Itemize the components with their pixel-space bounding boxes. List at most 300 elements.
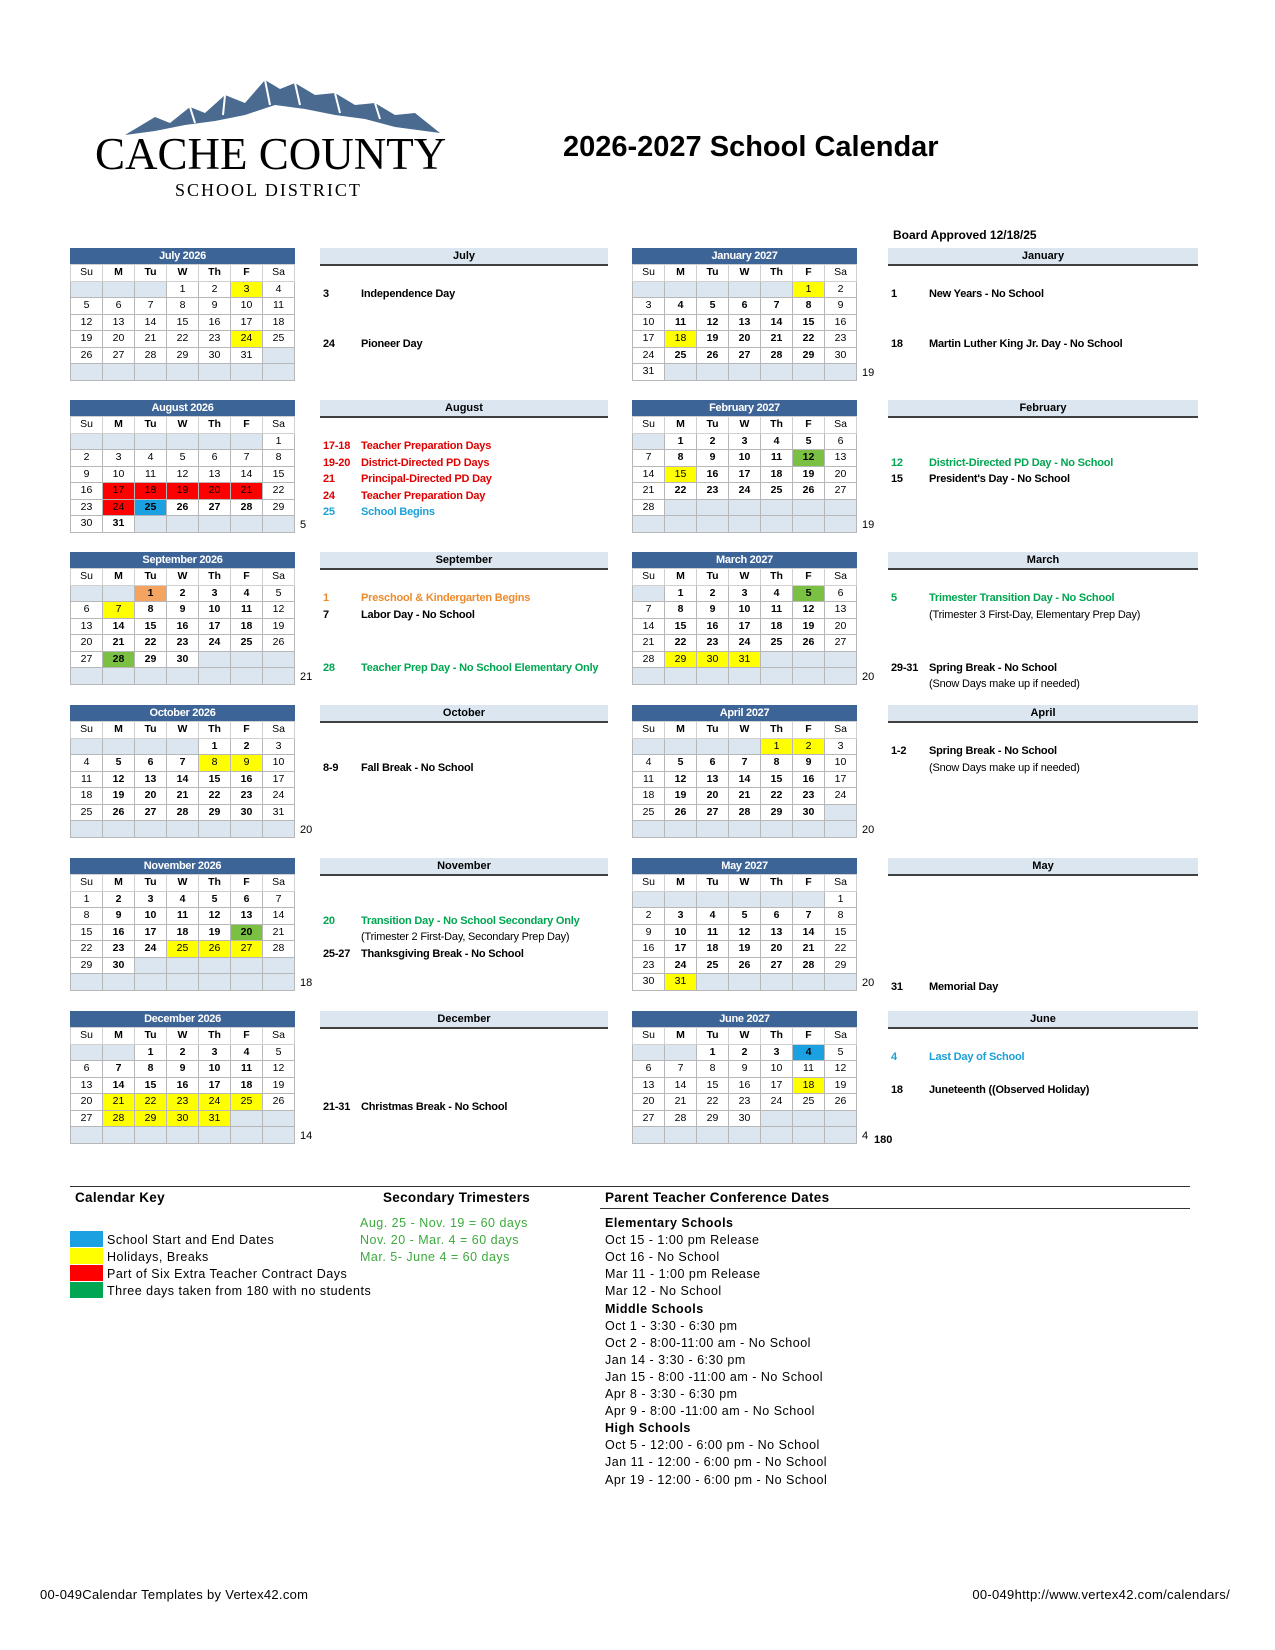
empty-cell — [633, 585, 665, 602]
day-cell: 7 — [729, 755, 761, 772]
dow-label: Tu — [697, 265, 729, 282]
key-item: Part of Six Extra Teacher Contract Days — [107, 1267, 348, 1281]
day-cell: 27 — [71, 651, 103, 668]
month-calendar — [632, 400, 857, 533]
day-cell: 4 — [231, 1044, 263, 1061]
dow-label: Th — [199, 722, 231, 739]
day-cell: 11 — [761, 450, 793, 467]
day-cell: 19 — [199, 924, 231, 941]
day-cell: 3 — [825, 738, 857, 755]
empty-cell — [231, 974, 263, 991]
day-cell: 1 — [199, 738, 231, 755]
empty-cell — [167, 364, 199, 381]
dow-label: Sa — [825, 1028, 857, 1045]
event-item: 28 Teacher Prep Day - No School Elementary Only — [323, 662, 599, 674]
events-header: November — [320, 858, 608, 876]
day-cell: 26 — [665, 804, 697, 821]
day-cell: 13 — [825, 450, 857, 467]
day-cell: 15 — [793, 314, 825, 331]
day-cell: 20 — [103, 331, 135, 348]
day-cell: 8 — [135, 602, 167, 619]
day-cell: 14 — [103, 1077, 135, 1094]
empty-cell — [167, 433, 199, 450]
day-cell: 15 — [263, 466, 295, 483]
dow-label: W — [167, 265, 199, 282]
trimester-item: Aug. 25 - Nov. 19 = 60 days — [360, 1216, 528, 1230]
day-cell: 16 — [793, 771, 825, 788]
day-cell: 7 — [135, 298, 167, 315]
dow-label: M — [103, 569, 135, 586]
day-cell: 29 — [263, 499, 295, 516]
dow-label: Sa — [825, 569, 857, 586]
event-item: 21-31 Christmas Break - No School — [323, 1101, 508, 1113]
empty-cell — [71, 738, 103, 755]
day-cell: 15 — [71, 924, 103, 941]
dow-label: Tu — [135, 875, 167, 892]
day-cell: 26 — [793, 635, 825, 652]
day-cell: 31 — [665, 974, 697, 991]
empty-cell — [135, 738, 167, 755]
trimester-item: Mar. 5- June 4 = 60 days — [360, 1250, 510, 1264]
day-cell: 18 — [231, 618, 263, 635]
day-cell: 13 — [135, 771, 167, 788]
empty-cell — [135, 364, 167, 381]
dow-label: Su — [71, 722, 103, 739]
day-cell: 22 — [825, 941, 857, 958]
events-header: October — [320, 705, 608, 723]
day-cell: 31 — [103, 516, 135, 533]
day-cell: 11 — [665, 314, 697, 331]
dow-label: F — [231, 875, 263, 892]
dow-label: Sa — [263, 1028, 295, 1045]
day-cell: 22 — [135, 1094, 167, 1111]
day-cell: 15 — [135, 618, 167, 635]
day-cell: 23 — [167, 635, 199, 652]
event-item: 1 New Years - No School — [891, 288, 1044, 300]
empty-cell — [167, 821, 199, 838]
day-cell: 2 — [825, 281, 857, 298]
day-cell: 18 — [761, 466, 793, 483]
day-cell: 13 — [231, 908, 263, 925]
empty-cell — [665, 821, 697, 838]
dow-label: W — [167, 569, 199, 586]
day-cell: 15 — [761, 771, 793, 788]
board-approved: Board Approved 12/18/25 — [893, 228, 1037, 242]
day-cell: 3 — [231, 281, 263, 298]
empty-cell — [231, 1110, 263, 1127]
day-cell: 25 — [231, 1094, 263, 1111]
day-cell: 23 — [199, 331, 231, 348]
day-cell: 24 — [761, 1094, 793, 1111]
dow-label: F — [793, 417, 825, 434]
day-cell: 8 — [761, 755, 793, 772]
day-cell: 30 — [167, 651, 199, 668]
footer-left: 00-049Calendar Templates by Vertex42.com — [40, 1587, 309, 1602]
day-cell: 12 — [103, 771, 135, 788]
month-header: December 2026 — [70, 1011, 295, 1027]
month-calendar — [632, 248, 857, 381]
day-cell: 24 — [825, 788, 857, 805]
day-cell: 12 — [729, 924, 761, 941]
event-item: 15 President's Day - No School — [891, 473, 1070, 485]
dow-label: Tu — [135, 1028, 167, 1045]
school-day-count: 19 — [862, 367, 875, 379]
event-item: 18 Martin Luther King Jr. Day - No School — [891, 338, 1123, 350]
empty-cell — [103, 1127, 135, 1144]
day-cell: 30 — [167, 1110, 199, 1127]
dow-label: Su — [71, 875, 103, 892]
day-cell: 20 — [135, 788, 167, 805]
day-cell: 6 — [199, 450, 231, 467]
day-cell: 30 — [697, 651, 729, 668]
day-cell: 11 — [71, 771, 103, 788]
day-cell: 7 — [761, 298, 793, 315]
day-cell: 3 — [199, 1044, 231, 1061]
day-cell: 4 — [263, 281, 295, 298]
day-cell: 24 — [199, 635, 231, 652]
month-header: March 2027 — [632, 552, 857, 568]
empty-cell — [167, 957, 199, 974]
empty-cell — [825, 668, 857, 685]
day-cell: 11 — [633, 771, 665, 788]
dow-label: Th — [199, 417, 231, 434]
day-cell: 7 — [167, 755, 199, 772]
day-cell: 29 — [135, 1110, 167, 1127]
day-cell: 28 — [263, 941, 295, 958]
day-cell: 9 — [729, 1061, 761, 1078]
day-cell: 20 — [825, 466, 857, 483]
month-header: May 2027 — [632, 858, 857, 874]
day-cell: 20 — [729, 331, 761, 348]
day-cell: 9 — [199, 298, 231, 315]
day-cell: 19 — [71, 331, 103, 348]
empty-cell — [665, 1127, 697, 1144]
dow-label: F — [231, 265, 263, 282]
school-day-count: 21 — [300, 671, 313, 683]
day-cell: 9 — [167, 602, 199, 619]
month-header: February 2027 — [632, 400, 857, 416]
empty-cell — [199, 516, 231, 533]
empty-cell — [665, 516, 697, 533]
event-item: 1-2 Spring Break - No School — [891, 745, 1057, 757]
day-cell: 12 — [71, 314, 103, 331]
day-cell: 12 — [199, 908, 231, 925]
month-header: July 2026 — [70, 248, 295, 264]
empty-cell — [793, 1127, 825, 1144]
day-cell: 26 — [199, 941, 231, 958]
day-cell: 9 — [167, 1061, 199, 1078]
day-cell: 25 — [697, 957, 729, 974]
day-cell: 23 — [697, 635, 729, 652]
day-cell: 22 — [71, 941, 103, 958]
events-header: June — [888, 1011, 1198, 1029]
event-item: 19-20 District-Directed PD Days — [323, 457, 490, 469]
empty-cell — [665, 1044, 697, 1061]
empty-cell — [697, 974, 729, 991]
day-cell: 20 — [697, 788, 729, 805]
day-cell: 3 — [199, 585, 231, 602]
empty-cell — [793, 1110, 825, 1127]
day-cell: 18 — [167, 924, 199, 941]
day-cell: 14 — [231, 466, 263, 483]
day-cell: 30 — [825, 347, 857, 364]
ptc-line: Apr 19 - 12:00 - 6:00 pm - No School — [605, 1472, 828, 1487]
day-cell: 9 — [697, 602, 729, 619]
school-day-count: 14 — [300, 1130, 313, 1142]
day-cell: 7 — [103, 602, 135, 619]
day-cell: 25 — [793, 1094, 825, 1111]
dow-label: Tu — [697, 1028, 729, 1045]
day-cell: 4 — [697, 908, 729, 925]
day-cell: 23 — [71, 499, 103, 516]
day-cell: 21 — [231, 483, 263, 500]
day-cell: 20 — [71, 1094, 103, 1111]
ptc-line: Mar 12 - No School — [605, 1284, 722, 1299]
day-cell: 14 — [135, 314, 167, 331]
day-cell: 19 — [793, 466, 825, 483]
day-cell: 29 — [199, 804, 231, 821]
day-cell: 25 — [761, 635, 793, 652]
dow-label: M — [103, 417, 135, 434]
day-cell: 9 — [825, 298, 857, 315]
day-cell: 8 — [71, 908, 103, 925]
empty-cell — [665, 499, 697, 516]
dow-label: F — [231, 722, 263, 739]
day-cell: 1 — [135, 585, 167, 602]
dow-label: F — [793, 265, 825, 282]
empty-cell — [729, 821, 761, 838]
day-cell: 17 — [665, 941, 697, 958]
day-cell: 3 — [263, 738, 295, 755]
day-cell: 3 — [761, 1044, 793, 1061]
day-cell: 27 — [231, 941, 263, 958]
day-cell: 22 — [199, 788, 231, 805]
empty-cell — [263, 516, 295, 533]
day-cell: 17 — [825, 771, 857, 788]
day-cell: 29 — [665, 651, 697, 668]
day-cell: 12 — [665, 771, 697, 788]
dow-label: Sa — [263, 569, 295, 586]
ptc-line: Oct 1 - 3:30 - 6:30 pm — [605, 1318, 738, 1333]
dow-label: M — [103, 265, 135, 282]
day-cell: 8 — [665, 602, 697, 619]
empty-cell — [71, 821, 103, 838]
day-cell: 5 — [263, 1044, 295, 1061]
empty-cell — [71, 281, 103, 298]
dow-label: Tu — [697, 722, 729, 739]
dow-label: Sa — [825, 875, 857, 892]
event-item: 8-9 Fall Break - No School — [323, 762, 474, 774]
dow-label: Sa — [825, 265, 857, 282]
empty-cell — [697, 281, 729, 298]
day-cell: 27 — [825, 483, 857, 500]
day-cell: 12 — [263, 1061, 295, 1078]
day-cell: 30 — [729, 1110, 761, 1127]
empty-cell — [71, 1044, 103, 1061]
day-cell: 28 — [167, 804, 199, 821]
month-calendar — [632, 858, 857, 991]
empty-cell — [825, 651, 857, 668]
month-calendar — [70, 1011, 295, 1144]
empty-cell — [761, 516, 793, 533]
day-cell: 26 — [793, 483, 825, 500]
day-cell: 22 — [761, 788, 793, 805]
empty-cell — [729, 891, 761, 908]
day-cell: 6 — [729, 298, 761, 315]
day-cell: 25 — [231, 635, 263, 652]
empty-cell — [199, 364, 231, 381]
key-item: Three days taken from 180 with no students — [107, 1284, 372, 1298]
day-cell: 6 — [71, 1061, 103, 1078]
day-cell: 26 — [729, 957, 761, 974]
dow-label: W — [729, 1028, 761, 1045]
day-cell: 30 — [103, 957, 135, 974]
day-cell: 2 — [793, 738, 825, 755]
dow-label: Sa — [825, 417, 857, 434]
day-cell: 13 — [761, 924, 793, 941]
day-cell: 24 — [135, 941, 167, 958]
day-cell: 27 — [729, 347, 761, 364]
empty-cell — [103, 433, 135, 450]
day-cell: 24 — [665, 957, 697, 974]
day-cell: 4 — [761, 585, 793, 602]
day-cell: 6 — [71, 602, 103, 619]
day-cell: 21 — [135, 331, 167, 348]
month-header: April 2027 — [632, 705, 857, 721]
dow-label: Tu — [135, 569, 167, 586]
key-item: Holidays, Breaks — [107, 1250, 209, 1264]
day-cell: 27 — [135, 804, 167, 821]
ptc-title: Parent Teacher Conference Dates — [605, 1190, 830, 1205]
day-cell: 10 — [231, 298, 263, 315]
month-calendar — [70, 552, 295, 685]
day-cell: 8 — [263, 450, 295, 467]
month-header: November 2026 — [70, 858, 295, 874]
event-item: 12 District-Directed PD Day - No School — [891, 457, 1114, 469]
empty-cell — [167, 738, 199, 755]
day-cell: 17 — [729, 466, 761, 483]
day-cell: 1 — [135, 1044, 167, 1061]
empty-cell — [167, 1127, 199, 1144]
empty-cell — [71, 974, 103, 991]
day-cell: 14 — [761, 314, 793, 331]
day-cell: 30 — [633, 974, 665, 991]
key-swatch-taken — [70, 1282, 103, 1298]
empty-cell — [231, 651, 263, 668]
event-item: 25 School Begins — [323, 506, 435, 518]
empty-cell — [825, 516, 857, 533]
day-cell: 3 — [729, 585, 761, 602]
day-cell: 6 — [825, 585, 857, 602]
day-cell: 25 — [633, 804, 665, 821]
day-cell: 14 — [103, 618, 135, 635]
day-cell: 27 — [633, 1110, 665, 1127]
day-cell: 20 — [825, 618, 857, 635]
day-cell: 15 — [167, 314, 199, 331]
day-cell: 7 — [263, 891, 295, 908]
day-cell: 8 — [199, 755, 231, 772]
day-cell: 11 — [167, 908, 199, 925]
month-header: January 2027 — [632, 248, 857, 264]
day-cell: 21 — [665, 1094, 697, 1111]
month-header: June 2027 — [632, 1011, 857, 1027]
day-cell: 16 — [697, 618, 729, 635]
day-cell: 16 — [697, 466, 729, 483]
day-cell: 21 — [633, 483, 665, 500]
day-cell: 23 — [231, 788, 263, 805]
day-cell: 4 — [665, 298, 697, 315]
dow-label: Su — [633, 569, 665, 586]
day-cell: 28 — [103, 651, 135, 668]
day-cell: 6 — [103, 298, 135, 315]
dow-label: W — [729, 875, 761, 892]
day-cell: 21 — [103, 1094, 135, 1111]
calendar-key-title: Calendar Key — [75, 1190, 165, 1205]
empty-cell — [167, 974, 199, 991]
dow-label: W — [167, 1028, 199, 1045]
event-item: 20 Transition Day - No School Secondary Only — [323, 915, 580, 927]
day-cell: 7 — [231, 450, 263, 467]
day-cell: 27 — [199, 499, 231, 516]
school-day-count: 20 — [862, 824, 875, 836]
event-item: (Trimester 3 First-Day, Elementary Prep Day) — [929, 609, 1141, 621]
empty-cell — [761, 891, 793, 908]
day-cell: 4 — [231, 585, 263, 602]
day-cell: 17 — [761, 1077, 793, 1094]
month-calendar — [632, 1011, 857, 1144]
day-cell: 5 — [793, 433, 825, 450]
dow-label: F — [793, 722, 825, 739]
events-header: December — [320, 1011, 608, 1029]
empty-cell — [263, 347, 295, 364]
key-divider-ptc — [600, 1208, 1190, 1209]
day-cell: 4 — [71, 755, 103, 772]
day-cell: 15 — [135, 1077, 167, 1094]
key-divider — [70, 1186, 1190, 1187]
day-cell: 22 — [697, 1094, 729, 1111]
day-cell: 21 — [761, 331, 793, 348]
dow-label: W — [729, 722, 761, 739]
dow-label: Su — [71, 1028, 103, 1045]
ptc-line: Apr 9 - 8:00 -11:00 am - No School — [605, 1404, 815, 1419]
dow-label: Su — [633, 417, 665, 434]
day-cell: 21 — [263, 924, 295, 941]
day-cell: 16 — [71, 483, 103, 500]
day-cell: 15 — [665, 466, 697, 483]
day-cell: 16 — [103, 924, 135, 941]
dow-label: M — [665, 265, 697, 282]
day-cell: 18 — [665, 331, 697, 348]
day-cell: 31 — [633, 364, 665, 381]
day-cell: 20 — [199, 483, 231, 500]
day-cell: 2 — [199, 281, 231, 298]
empty-cell — [103, 585, 135, 602]
ptc-line: Apr 8 - 3:30 - 6:30 pm — [605, 1387, 738, 1401]
empty-cell — [761, 364, 793, 381]
day-cell: 4 — [633, 755, 665, 772]
day-cell: 30 — [793, 804, 825, 821]
day-cell: 23 — [825, 331, 857, 348]
day-cell: 6 — [825, 433, 857, 450]
day-cell: 5 — [263, 585, 295, 602]
day-cell: 14 — [729, 771, 761, 788]
empty-cell — [697, 821, 729, 838]
day-cell: 8 — [135, 1061, 167, 1078]
empty-cell — [665, 668, 697, 685]
month-header: September 2026 — [70, 552, 295, 568]
events-header: March — [888, 552, 1198, 570]
empty-cell — [231, 364, 263, 381]
